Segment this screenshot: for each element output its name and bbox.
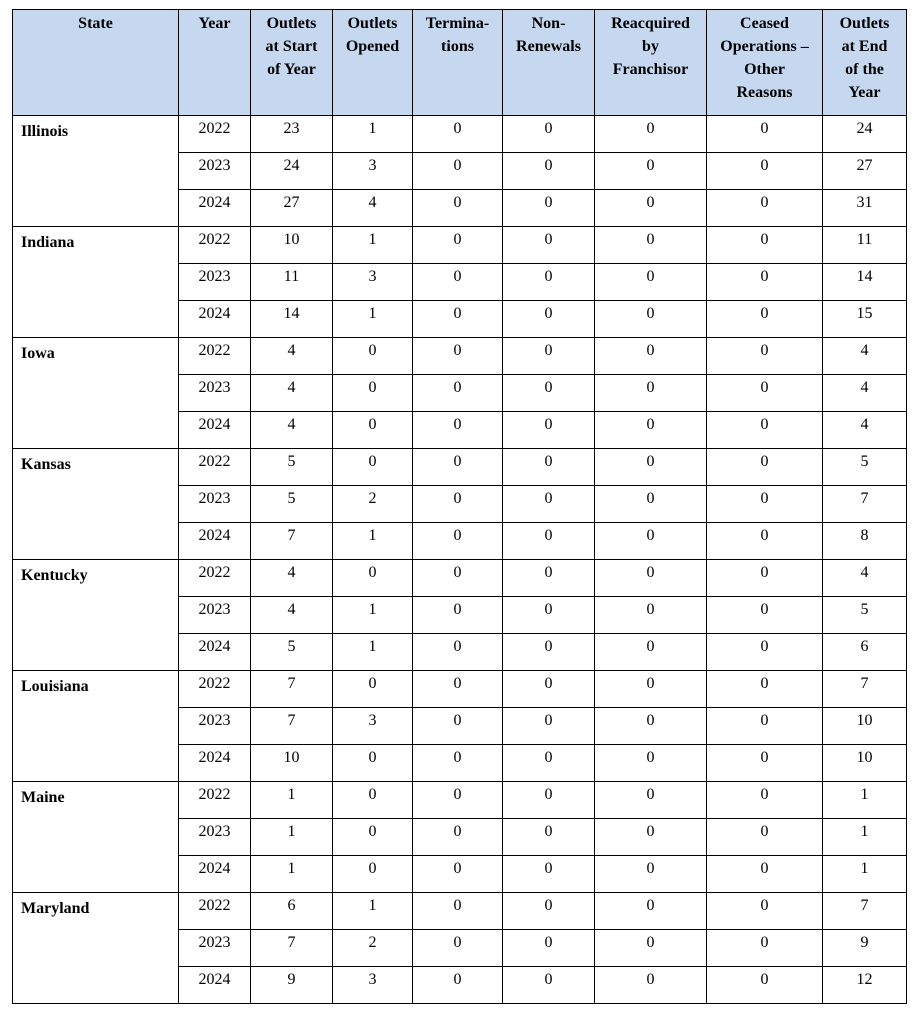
outlets-opened-cell: 1 [333, 227, 413, 264]
outlets-opened-cell: 0 [333, 856, 413, 893]
terminations-cell: 0 [413, 597, 503, 634]
year-cell: 2024 [179, 523, 251, 560]
outlets-opened-cell: 3 [333, 967, 413, 1004]
outlets-start-cell: 5 [251, 634, 333, 671]
outlets-end-cell: 9 [823, 930, 907, 967]
terminations-cell: 0 [413, 153, 503, 190]
outlets-end-cell: 6 [823, 634, 907, 671]
header-opened-line-1: Outlets [347, 15, 398, 32]
reacquired-cell: 0 [595, 967, 707, 1004]
header-year-line-1: Year [198, 15, 231, 32]
non-renewals-cell: 0 [503, 264, 595, 301]
outlets-end-cell: 7 [823, 893, 907, 930]
non-renewals-cell: 0 [503, 930, 595, 967]
ceased-operations-cell: 0 [707, 597, 823, 634]
terminations-cell: 0 [413, 116, 503, 153]
state-name-cell: Kentucky [13, 560, 179, 671]
outlets-opened-cell: 2 [333, 930, 413, 967]
non-renewals-cell: 0 [503, 116, 595, 153]
header-ceased-operations [707, 10, 823, 116]
non-renewals-cell: 0 [503, 449, 595, 486]
outlets-start-cell: 4 [251, 338, 333, 375]
header-end-line-4: Year [848, 84, 881, 101]
table-body [13, 116, 907, 1004]
outlets-start-cell: 1 [251, 782, 333, 819]
non-renewals-cell: 0 [503, 375, 595, 412]
outlets-end-cell: 4 [823, 412, 907, 449]
ceased-operations-cell: 0 [707, 523, 823, 560]
non-renewals-cell: 0 [503, 301, 595, 338]
terminations-cell: 0 [413, 523, 503, 560]
ceased-operations-cell: 0 [707, 634, 823, 671]
outlets-start-cell: 24 [251, 153, 333, 190]
table-row [13, 671, 907, 708]
year-cell: 2024 [179, 412, 251, 449]
header-reacquired-line-2: by [642, 38, 659, 55]
outlets-start-cell: 4 [251, 412, 333, 449]
terminations-cell: 0 [413, 449, 503, 486]
reacquired-cell: 0 [595, 930, 707, 967]
outlets-opened-cell: 2 [333, 486, 413, 523]
header-reacquired-line-3: Franchisor [612, 61, 689, 78]
non-renewals-cell: 0 [503, 486, 595, 523]
outlets-opened-cell: 0 [333, 375, 413, 412]
terminations-cell: 0 [413, 782, 503, 819]
year-cell: 2024 [179, 745, 251, 782]
reacquired-cell: 0 [595, 153, 707, 190]
ceased-operations-cell: 0 [707, 412, 823, 449]
outlets-opened-cell: 1 [333, 597, 413, 634]
ceased-operations-cell: 0 [707, 671, 823, 708]
header-ceased-line-2: Operations – [720, 38, 809, 55]
terminations-cell: 0 [413, 264, 503, 301]
outlets-start-cell: 9 [251, 967, 333, 1004]
outlets-end-cell: 7 [823, 486, 907, 523]
reacquired-cell: 0 [595, 782, 707, 819]
outlets-end-cell: 24 [823, 116, 907, 153]
reacquired-cell: 0 [595, 523, 707, 560]
header-end-line-3: of the [845, 61, 884, 78]
year-cell: 2023 [179, 264, 251, 301]
outlets-end-cell: 10 [823, 745, 907, 782]
outlets-start-cell: 11 [251, 264, 333, 301]
outlets-end-cell: 27 [823, 153, 907, 190]
terminations-cell: 0 [413, 819, 503, 856]
header-non-renewals-line-2: Renewals [516, 38, 581, 55]
non-renewals-cell: 0 [503, 190, 595, 227]
outlets-end-cell: 31 [823, 190, 907, 227]
non-renewals-cell: 0 [503, 412, 595, 449]
state-name-cell: Indiana [13, 227, 179, 338]
outlets-end-cell: 1 [823, 819, 907, 856]
non-renewals-cell: 0 [503, 856, 595, 893]
header-reacquired [595, 10, 707, 116]
table-row [13, 449, 907, 486]
table-row [13, 227, 907, 264]
outlets-start-cell: 5 [251, 449, 333, 486]
non-renewals-cell: 0 [503, 745, 595, 782]
reacquired-cell: 0 [595, 856, 707, 893]
reacquired-cell: 0 [595, 597, 707, 634]
reacquired-cell: 0 [595, 745, 707, 782]
non-renewals-cell: 0 [503, 227, 595, 264]
header-terminations [413, 10, 503, 116]
year-cell: 2022 [179, 782, 251, 819]
terminations-cell: 0 [413, 227, 503, 264]
outlets-start-cell: 7 [251, 523, 333, 560]
ceased-operations-cell: 0 [707, 967, 823, 1004]
reacquired-cell: 0 [595, 375, 707, 412]
year-cell: 2024 [179, 301, 251, 338]
table-row [13, 560, 907, 597]
year-cell: 2022 [179, 338, 251, 375]
reacquired-cell: 0 [595, 412, 707, 449]
outlets-opened-cell: 0 [333, 782, 413, 819]
outlets-end-cell: 5 [823, 449, 907, 486]
outlets-start-cell: 10 [251, 745, 333, 782]
outlets-opened-cell: 0 [333, 449, 413, 486]
ceased-operations-cell: 0 [707, 486, 823, 523]
outlets-start-cell: 4 [251, 375, 333, 412]
header-opened-line-2: Opened [345, 38, 400, 55]
outlets-start-cell: 27 [251, 190, 333, 227]
ceased-operations-cell: 0 [707, 227, 823, 264]
outlets-end-cell: 8 [823, 523, 907, 560]
outlets-end-cell: 1 [823, 782, 907, 819]
ceased-operations-cell: 0 [707, 449, 823, 486]
outlets-end-cell: 4 [823, 375, 907, 412]
table-header [13, 10, 907, 116]
outlets-start-cell: 1 [251, 819, 333, 856]
terminations-cell: 0 [413, 338, 503, 375]
header-row [13, 10, 907, 116]
outlets-start-cell: 5 [251, 486, 333, 523]
header-end-line-2: at End [841, 38, 888, 55]
non-renewals-cell: 0 [503, 597, 595, 634]
ceased-operations-cell: 0 [707, 708, 823, 745]
terminations-cell: 0 [413, 190, 503, 227]
outlets-opened-cell: 0 [333, 745, 413, 782]
header-terminations-line-1: Termina- [425, 15, 490, 32]
outlets-opened-cell: 0 [333, 412, 413, 449]
ceased-operations-cell: 0 [707, 560, 823, 597]
non-renewals-cell: 0 [503, 560, 595, 597]
outlets-opened-cell: 0 [333, 338, 413, 375]
terminations-cell: 0 [413, 745, 503, 782]
year-cell: 2023 [179, 819, 251, 856]
year-cell: 2022 [179, 227, 251, 264]
year-cell: 2024 [179, 190, 251, 227]
header-reacquired-line-1: Reacquired [611, 15, 690, 32]
non-renewals-cell: 0 [503, 153, 595, 190]
ceased-operations-cell: 0 [707, 116, 823, 153]
ceased-operations-cell: 0 [707, 264, 823, 301]
year-cell: 2022 [179, 116, 251, 153]
year-cell: 2023 [179, 375, 251, 412]
outlets-opened-cell: 1 [333, 893, 413, 930]
outlets-opened-cell: 0 [333, 819, 413, 856]
reacquired-cell: 0 [595, 449, 707, 486]
ceased-operations-cell: 0 [707, 338, 823, 375]
terminations-cell: 0 [413, 560, 503, 597]
outlets-end-cell: 15 [823, 301, 907, 338]
terminations-cell: 0 [413, 486, 503, 523]
outlets-start-cell: 7 [251, 930, 333, 967]
year-cell: 2022 [179, 449, 251, 486]
ceased-operations-cell: 0 [707, 375, 823, 412]
outlets-end-cell: 12 [823, 967, 907, 1004]
header-outlets-end [823, 10, 907, 116]
terminations-cell: 0 [413, 301, 503, 338]
state-name-cell: Kansas [13, 449, 179, 560]
state-name-cell: Iowa [13, 338, 179, 449]
reacquired-cell: 0 [595, 819, 707, 856]
reacquired-cell: 0 [595, 671, 707, 708]
reacquired-cell: 0 [595, 634, 707, 671]
header-start-line-3: of Year [267, 61, 316, 78]
terminations-cell: 0 [413, 967, 503, 1004]
header-ceased-line-4: Reasons [736, 84, 793, 101]
outlets-start-cell: 7 [251, 671, 333, 708]
outlets-opened-cell: 0 [333, 560, 413, 597]
year-cell: 2023 [179, 930, 251, 967]
year-cell: 2023 [179, 153, 251, 190]
non-renewals-cell: 0 [503, 338, 595, 375]
outlets-start-cell: 4 [251, 560, 333, 597]
outlets-start-cell: 7 [251, 708, 333, 745]
year-cell: 2023 [179, 708, 251, 745]
terminations-cell: 0 [413, 375, 503, 412]
non-renewals-cell: 0 [503, 967, 595, 1004]
outlets-opened-cell: 0 [333, 671, 413, 708]
non-renewals-cell: 0 [503, 819, 595, 856]
non-renewals-cell: 0 [503, 671, 595, 708]
ceased-operations-cell: 0 [707, 819, 823, 856]
reacquired-cell: 0 [595, 190, 707, 227]
table-row [13, 116, 907, 153]
header-state-line-1: State [78, 15, 113, 32]
header-start-line-2: at Start [265, 38, 318, 55]
outlets-end-cell: 11 [823, 227, 907, 264]
terminations-cell: 0 [413, 412, 503, 449]
ceased-operations-cell: 0 [707, 153, 823, 190]
reacquired-cell: 0 [595, 301, 707, 338]
outlets-end-cell: 14 [823, 264, 907, 301]
year-cell: 2023 [179, 486, 251, 523]
state-name-cell: Louisiana [13, 671, 179, 782]
state-name-cell: Maryland [13, 893, 179, 1004]
year-cell: 2023 [179, 597, 251, 634]
terminations-cell: 0 [413, 856, 503, 893]
outlets-end-cell: 7 [823, 671, 907, 708]
outlets-end-cell: 1 [823, 856, 907, 893]
header-terminations-line-2: tions [441, 38, 474, 55]
year-cell: 2022 [179, 560, 251, 597]
outlets-start-cell: 6 [251, 893, 333, 930]
ceased-operations-cell: 0 [707, 190, 823, 227]
outlets-end-cell: 10 [823, 708, 907, 745]
outlets-opened-cell: 3 [333, 708, 413, 745]
header-ceased-line-1: Ceased [740, 15, 789, 32]
terminations-cell: 0 [413, 930, 503, 967]
header-non-renewals [503, 10, 595, 116]
header-start-line-1: Outlets [266, 15, 317, 32]
outlets-start-cell: 10 [251, 227, 333, 264]
outlets-end-cell: 5 [823, 597, 907, 634]
terminations-cell: 0 [413, 671, 503, 708]
terminations-cell: 0 [413, 708, 503, 745]
state-name-cell: Maine [13, 782, 179, 893]
year-cell: 2024 [179, 856, 251, 893]
non-renewals-cell: 0 [503, 634, 595, 671]
header-outlets-start [251, 10, 333, 116]
non-renewals-cell: 0 [503, 782, 595, 819]
year-cell: 2022 [179, 893, 251, 930]
ceased-operations-cell: 0 [707, 782, 823, 819]
header-end-line-1: Outlets [839, 15, 890, 32]
header-ceased-line-3: Other [744, 61, 785, 78]
outlets-opened-cell: 3 [333, 264, 413, 301]
state-name-cell: Illinois [13, 116, 179, 227]
reacquired-cell: 0 [595, 338, 707, 375]
outlets-opened-cell: 1 [333, 301, 413, 338]
outlets-opened-cell: 3 [333, 153, 413, 190]
table-row [13, 893, 907, 930]
terminations-cell: 0 [413, 634, 503, 671]
year-cell: 2022 [179, 671, 251, 708]
outlets-start-cell: 14 [251, 301, 333, 338]
non-renewals-cell: 0 [503, 523, 595, 560]
reacquired-cell: 0 [595, 560, 707, 597]
reacquired-cell: 0 [595, 116, 707, 153]
non-renewals-cell: 0 [503, 893, 595, 930]
reacquired-cell: 0 [595, 708, 707, 745]
terminations-cell: 0 [413, 893, 503, 930]
outlets-opened-cell: 1 [333, 523, 413, 560]
outlets-opened-cell: 1 [333, 116, 413, 153]
year-cell: 2024 [179, 967, 251, 1004]
outlets-opened-cell: 4 [333, 190, 413, 227]
outlets-end-cell: 4 [823, 338, 907, 375]
table-row [13, 338, 907, 375]
outlets-start-cell: 1 [251, 856, 333, 893]
header-year [179, 10, 251, 116]
ceased-operations-cell: 0 [707, 856, 823, 893]
outlets-opened-cell: 1 [333, 634, 413, 671]
ceased-operations-cell: 0 [707, 301, 823, 338]
reacquired-cell: 0 [595, 264, 707, 301]
outlets-table [12, 9, 907, 1004]
ceased-operations-cell: 0 [707, 930, 823, 967]
outlets-start-cell: 23 [251, 116, 333, 153]
year-cell: 2024 [179, 634, 251, 671]
reacquired-cell: 0 [595, 227, 707, 264]
reacquired-cell: 0 [595, 893, 707, 930]
header-outlets-opened [333, 10, 413, 116]
table-row [13, 782, 907, 819]
outlets-end-cell: 4 [823, 560, 907, 597]
ceased-operations-cell: 0 [707, 893, 823, 930]
ceased-operations-cell: 0 [707, 745, 823, 782]
non-renewals-cell: 0 [503, 708, 595, 745]
reacquired-cell: 0 [595, 486, 707, 523]
outlets-start-cell: 4 [251, 597, 333, 634]
header-state [13, 10, 179, 116]
header-non-renewals-line-1: Non- [531, 15, 566, 32]
